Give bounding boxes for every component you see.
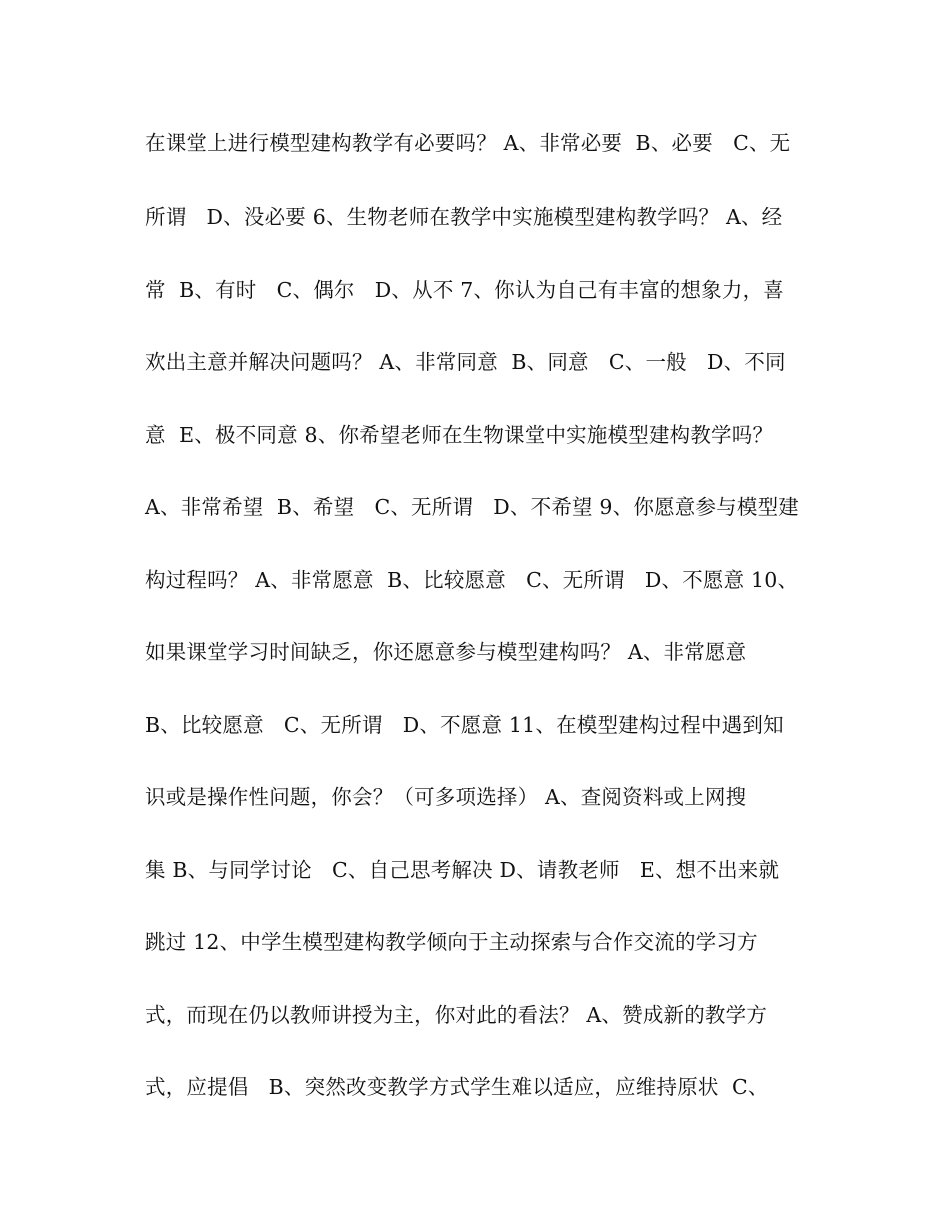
text-line: 式，应提倡 B、突然改变教学方式学生难以适应，应维持原状 C、 xyxy=(145,1075,769,1099)
text-line: 如果课堂学习时间缺乏，你还愿意参与模型建构吗？ A、非常愿意 xyxy=(145,640,747,664)
text-line: 意 E、极不同意 8、你希望老师在生物课堂中实施模型建构教学吗？ xyxy=(145,423,774,447)
text-line: 欢出主意并解决问题吗？ A、非常同意 B、同意 C、一般 D、不同 xyxy=(145,350,786,374)
text-line: A、非常希望 B、希望 C、无所谓 D、不希望 9、你愿意参与模型建 xyxy=(145,495,799,519)
text-line: 常 B、有时 C、偶尔 D、从不 7、你认为自己有丰富的想象力，喜 xyxy=(145,278,784,302)
text-line: 在课堂上进行模型建构教学有必要吗？ A、非常必要 B、必要 C、无 xyxy=(145,131,791,155)
text-line: 集 B、与同学讨论 C、自己思考解决 D、请教老师 E、想不出来就 xyxy=(145,858,780,882)
text-line: B、比较愿意 C、无所谓 D、不愿意 11、在模型建构过程中遇到知 xyxy=(145,713,784,737)
text-line: 构过程吗？ A、非常愿意 B、比较愿意 C、无所谓 D、不愿意 10、 xyxy=(145,568,799,592)
text-line: 识或是操作性问题，你会？（可多项选择） A、查阅资料或上网搜 xyxy=(145,785,747,809)
text-line: 所谓 D、没必要 6、生物老师在教学中实施模型建构教学吗？ A、经 xyxy=(145,205,783,229)
text-line: 跳过 12、中学生模型建构教学倾向于主动探索与合作交流的学习方 xyxy=(145,930,758,954)
text-line: 式，而现在仍以教师讲授为主，你对此的看法？ A、赞成新的教学方 xyxy=(145,1003,768,1027)
